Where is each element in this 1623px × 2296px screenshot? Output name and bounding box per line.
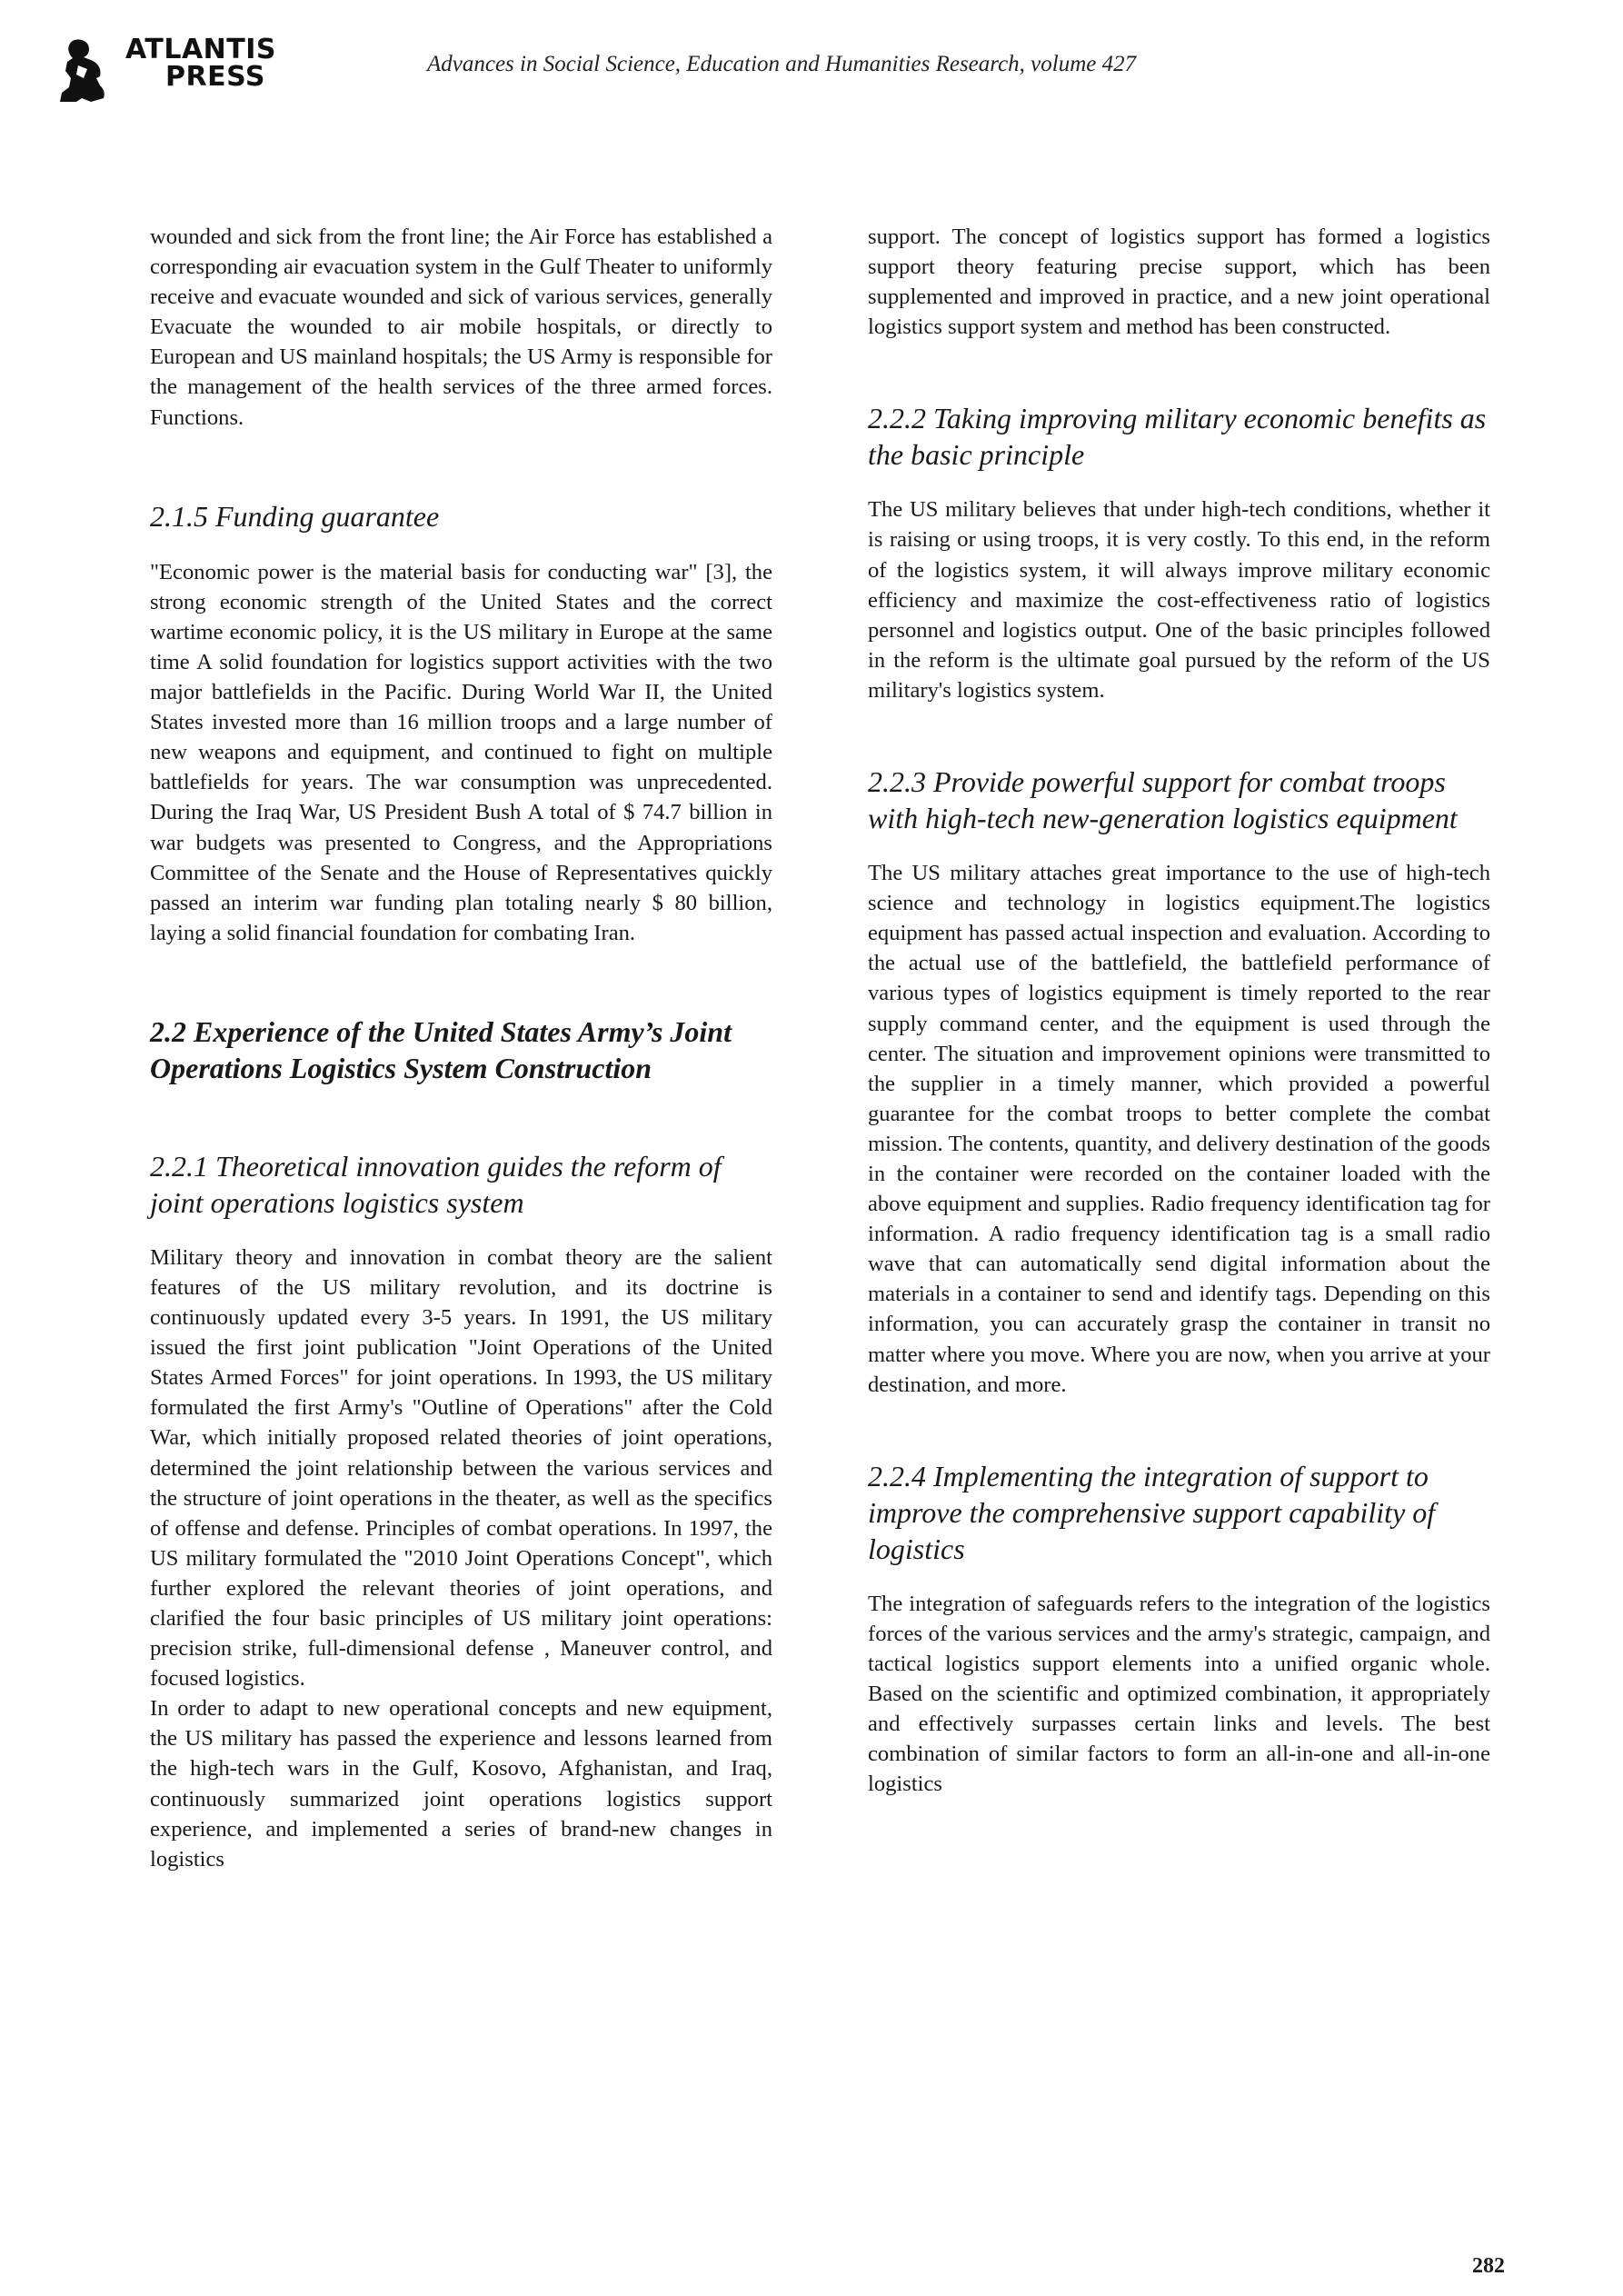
heading-2-2: 2.2 Experience of the United States Army’s Joint Operations Logistics System Construction [150, 1014, 732, 1084]
right-column [868, 222, 1490, 1799]
thinker-statue-icon [55, 38, 111, 104]
paragraph-2-2-3: The US military attaches great importance to the use of high-tech science and technology in logistics equipment.The logistics equipment has passed actual inspection and evaluation. According to the actual use of the battlefield, the battlefield performance of various types of logistics equipment is timely reported to the rear supply command center, and the equipment is used through the center. The situation and improvement opinions were transmitted to the supplier in a timely manner, which provided a powerful guarantee for the combat troops to better complete the combat mission. The contents, quantity, and delivery destination of the goods in the container were recorded on the container loaded with the above equipment and supplies. Radio frequency identification tag for information. A radio frequency identification tag is a small radio wave that can automatically send digital information about the materials in a container to send and identify tags. Depending on this information, you can accurately grasp the container in transit no matter where you move. Where you are now, when you arrive at your destination, and more. [868, 861, 1490, 1397]
paragraph-intro: wounded and sick from the front line; the Air Force has established a corresponding air evacuation system in the Gulf Theater to uniformly receive and evacuate wounded and sick of various services, generally Evacuate the wounded to air mobile hospitals, or directly to European and US mainland hospitals; the US Army is responsible for the management of the health services of the three armed forces. Functions. [150, 225, 772, 430]
heading-2-1-5: 2.1.5 Funding guarantee [150, 499, 440, 533]
heading-2-2-3: 2.2.3 Provide powerful support for combat troops with high-tech new-generation logistics equipment [868, 765, 1458, 835]
paragraph-2-1-5: "Economic power is the material basis for conducting war" [3], the strong economic strength of the United States and the correct wartime economic policy, it is the US military in Europe at the same time A solid foundation for logistics support activities with the two major battlefields in the Pacific. During World War II, the United States invested more than 16 million troops and a large number of new weapons and equipment, and continued to fight on multiple battlefields for years. The war consumption was unprecedented. During the Iraq War, US President Bush A total of $ 74.7 billion in war budgets was presented to Congress, and the Appropriations Committee of the Senate and the House of Representatives quickly passed an interim war funding plan totaling nearly $ 80 billion, laying a solid financial foundation for combating Iran. [150, 559, 772, 945]
journal-title: Advances in Social Science, Education and Humanities Research, volume 427 [427, 52, 1137, 76]
page-header [0, 0, 1623, 118]
paragraph-continued: support. The concept of logistics support has formed a logistics support theory featuring precise support, which has been supplemented and improved in practice, and a new joint operational logistics support system and method has been constructed. [868, 225, 1490, 340]
logo-line-press: PRESS [165, 61, 265, 93]
paragraph-2-2-4: The integration of safeguards refers to the integration of the logistics forces of the various services and the army's strategic, campaign, and tactical logistics support elements into a unified organic whole. Based on the scientific and optimized combination, it appropriately and effectively surpasses certain links and levels. The best combination of similar factors to form an all-in-one and all-in-one logistics [868, 1591, 1490, 1797]
publisher-logo [55, 34, 277, 109]
left-column [150, 222, 772, 1874]
paragraph-2-2-2: The US military believes that under high-tech conditions, whether it is raising or using troops, it is very costly. To this end, in the reform of the logistics system, it will always improve military economic efficiency and maximize the cost-effectiveness ratio of logistics personnel and logistics output. One of the basic principles followed in the reform is the ultimate goal pursued by the reform of the US military's logistics system. [868, 497, 1490, 703]
page-number: 282 [1472, 2254, 1505, 2278]
paragraph-2-2-1-a: Military theory and innovation in combat theory are the salient features of the US military revolution, and its doctrine is continuously updated every 3-5 years. In 1991, the US military issued the first joint publication "Joint Operations of the United States Armed Forces" for joint operations. In 1993, the US military formulated the first Army's "Outline of Operations" after the Cold War, which initially proposed related theories of joint operations, determined the joint relationship between the various services and the structure of joint operations in the theater, as well as the specifics of offense and defense. Principles of combat operations. In 1997, the US military formulated the "2010 Joint Operations Concept", which further explored the relevant theories of joint operations, and clarified the four basic principles of US military joint operations: precision strike, full-dimensional defense , Maneuver control, and focused logistics. [150, 1244, 772, 1692]
heading-2-2-1: 2.2.1 Theoretical innovation guides the reform of joint operations logistics system [150, 1149, 722, 1219]
heading-2-2-2: 2.2.2 Taking improving military economic benefits as the basic principle [868, 402, 1487, 472]
logo-line-atlantis: ATLANTIS [125, 34, 277, 65]
paragraph-2-2-1-b: In order to adapt to new operational concepts and new equipment, the US military has passed the experience and lessons learned from the high-tech wars in the Gulf, Kosovo, Afghanistan, and Iraq, continuously summarized joint operations logistics support experience, and implemented a series of brand-new changes in logistics [150, 1696, 772, 1872]
heading-2-2-4: 2.2.4 Implementing the integration of support to improve the comprehensive support capability of logistics [868, 1459, 1436, 1565]
